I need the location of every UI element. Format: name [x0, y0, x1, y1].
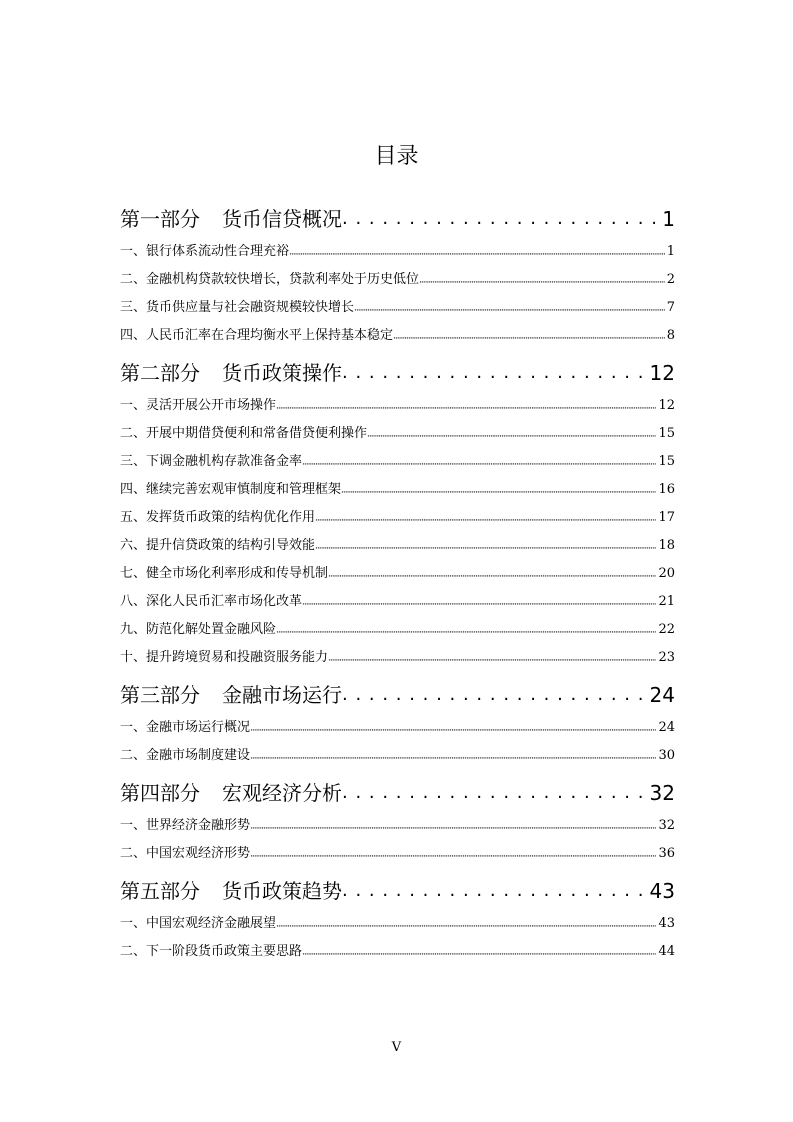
dot-leader — [276, 622, 656, 644]
section-title: 九、防范化解处置金融风险 — [120, 622, 277, 637]
section-title: 二、下一阶段货币政策主要思路 — [120, 944, 303, 959]
dot-leader — [250, 846, 656, 868]
toc-section[interactable] — [120, 266, 675, 294]
section-page-number: 23 — [658, 650, 675, 665]
section-title: 四、人民币汇率在合理均衡水平上保持基本稳定 — [120, 328, 394, 343]
part-name: 货币信贷概况 — [222, 207, 342, 231]
section-title: 一、金融市场运行概况 — [120, 720, 251, 735]
section-page-number: 44 — [658, 944, 675, 959]
dot-leader — [276, 398, 656, 420]
toc-section[interactable] — [120, 588, 675, 616]
dot-leader — [328, 650, 656, 672]
toc-section[interactable] — [120, 532, 675, 560]
toc-section[interactable] — [120, 294, 675, 322]
section-page-number: 36 — [658, 846, 675, 861]
section-page-number: 17 — [658, 510, 675, 525]
part-label: 第四部分 — [120, 781, 200, 805]
dot-leader — [367, 426, 656, 448]
section-page-number: 7 — [666, 300, 675, 315]
section-title: 三、下调金融机构存款准备金率 — [120, 454, 303, 469]
part-name: 货币政策趋势 — [222, 879, 342, 903]
page-number-footer: V — [391, 1040, 402, 1055]
dot-leader — [342, 200, 658, 238]
toc-part-1[interactable] — [120, 200, 675, 238]
part-label: 第五部分 — [120, 879, 200, 903]
toc-part-2[interactable] — [120, 354, 675, 392]
section-page-number: 22 — [658, 622, 675, 637]
dot-leader — [315, 538, 656, 560]
dot-leader — [419, 272, 665, 294]
dot-leader — [302, 594, 656, 616]
toc-section[interactable] — [120, 322, 675, 350]
toc-section[interactable] — [120, 238, 675, 266]
section-page-number: 1 — [666, 244, 675, 259]
section-page-number: 21 — [658, 594, 675, 609]
toc-section[interactable] — [120, 504, 675, 532]
section-page-number: 2 — [666, 272, 675, 287]
dot-leader — [342, 676, 646, 714]
toc-section[interactable] — [120, 476, 675, 504]
dot-leader — [342, 872, 646, 910]
toc-section[interactable] — [120, 448, 675, 476]
part-page-number: 43 — [649, 879, 675, 903]
toc-section[interactable] — [120, 644, 675, 672]
section-page-number: 24 — [658, 720, 675, 735]
table-of-contents — [120, 196, 675, 966]
dot-leader — [250, 818, 656, 840]
part-page-number: 32 — [649, 781, 675, 805]
toc-section[interactable] — [120, 742, 675, 770]
section-page-number: 18 — [658, 538, 675, 553]
part-page-number: 12 — [649, 361, 675, 385]
dot-leader — [302, 944, 656, 966]
toc-section[interactable] — [120, 938, 675, 966]
part-label: 第三部分 — [120, 683, 200, 707]
dot-leader — [342, 354, 646, 392]
section-title: 一、银行体系流动性合理充裕 — [120, 244, 290, 259]
section-title: 二、金融机构贷款较快增长，贷款利率处于历史低位 — [120, 272, 420, 287]
section-page-number: 16 — [658, 482, 675, 497]
section-title: 五、发挥货币政策的结构优化作用 — [120, 510, 316, 525]
toc-section[interactable] — [120, 392, 675, 420]
part-label: 第二部分 — [120, 361, 200, 385]
toc-section[interactable] — [120, 560, 675, 588]
dot-leader — [328, 566, 656, 588]
toc-section[interactable] — [120, 616, 675, 644]
section-title: 七、健全市场化利率形成和传导机制 — [120, 566, 329, 581]
section-page-number: 30 — [658, 748, 675, 763]
section-page-number: 12 — [658, 398, 675, 413]
part-name: 金融市场运行 — [222, 683, 342, 707]
dot-leader — [250, 720, 656, 742]
toc-part-4[interactable] — [120, 774, 675, 812]
section-page-number: 15 — [658, 454, 675, 469]
part-page-number: 24 — [649, 683, 675, 707]
section-title: 一、中国宏观经济金融展望 — [120, 916, 277, 931]
section-page-number: 20 — [658, 566, 675, 581]
section-page-number: 32 — [658, 818, 675, 833]
section-title: 一、灵活开展公开市场操作 — [120, 398, 277, 413]
toc-part-5[interactable] — [120, 872, 675, 910]
dot-leader — [341, 482, 656, 504]
toc-section[interactable] — [120, 420, 675, 448]
dot-leader — [289, 244, 665, 266]
dot-leader — [250, 748, 656, 770]
section-page-number: 15 — [658, 426, 675, 441]
toc-section[interactable] — [120, 910, 675, 938]
section-title: 一、世界经济金融形势 — [120, 818, 251, 833]
part-name: 宏观经济分析 — [222, 781, 342, 805]
section-title: 三、货币供应量与社会融资规模较快增长 — [120, 300, 355, 315]
section-title: 二、开展中期借贷便利和常备借贷便利操作 — [120, 426, 368, 441]
section-title: 四、继续完善宏观审慎制度和管理框架 — [120, 482, 342, 497]
section-title: 二、金融市场制度建设 — [120, 748, 251, 763]
toc-section[interactable] — [120, 812, 675, 840]
section-title: 十、提升跨境贸易和投融资服务能力 — [120, 650, 329, 665]
section-title: 二、中国宏观经济形势 — [120, 846, 251, 861]
dot-leader — [276, 916, 656, 938]
toc-section[interactable] — [120, 840, 675, 868]
dot-leader — [354, 300, 665, 322]
toc-title: 目录 — [374, 144, 419, 169]
dot-leader — [315, 510, 656, 532]
section-page-number: 8 — [666, 328, 675, 343]
part-page-number: 1 — [662, 207, 675, 231]
section-page-number: 43 — [658, 916, 675, 931]
dot-leader — [342, 774, 646, 812]
section-title: 六、提升信贷政策的结构引导效能 — [120, 538, 316, 553]
part-name: 货币政策操作 — [222, 361, 342, 385]
section-title: 八、深化人民币汇率市场化改革 — [120, 594, 303, 609]
dot-leader — [393, 328, 665, 350]
toc-section[interactable] — [120, 714, 675, 742]
dot-leader — [302, 454, 656, 476]
toc-part-3[interactable] — [120, 676, 675, 714]
part-label: 第一部分 — [120, 207, 200, 231]
